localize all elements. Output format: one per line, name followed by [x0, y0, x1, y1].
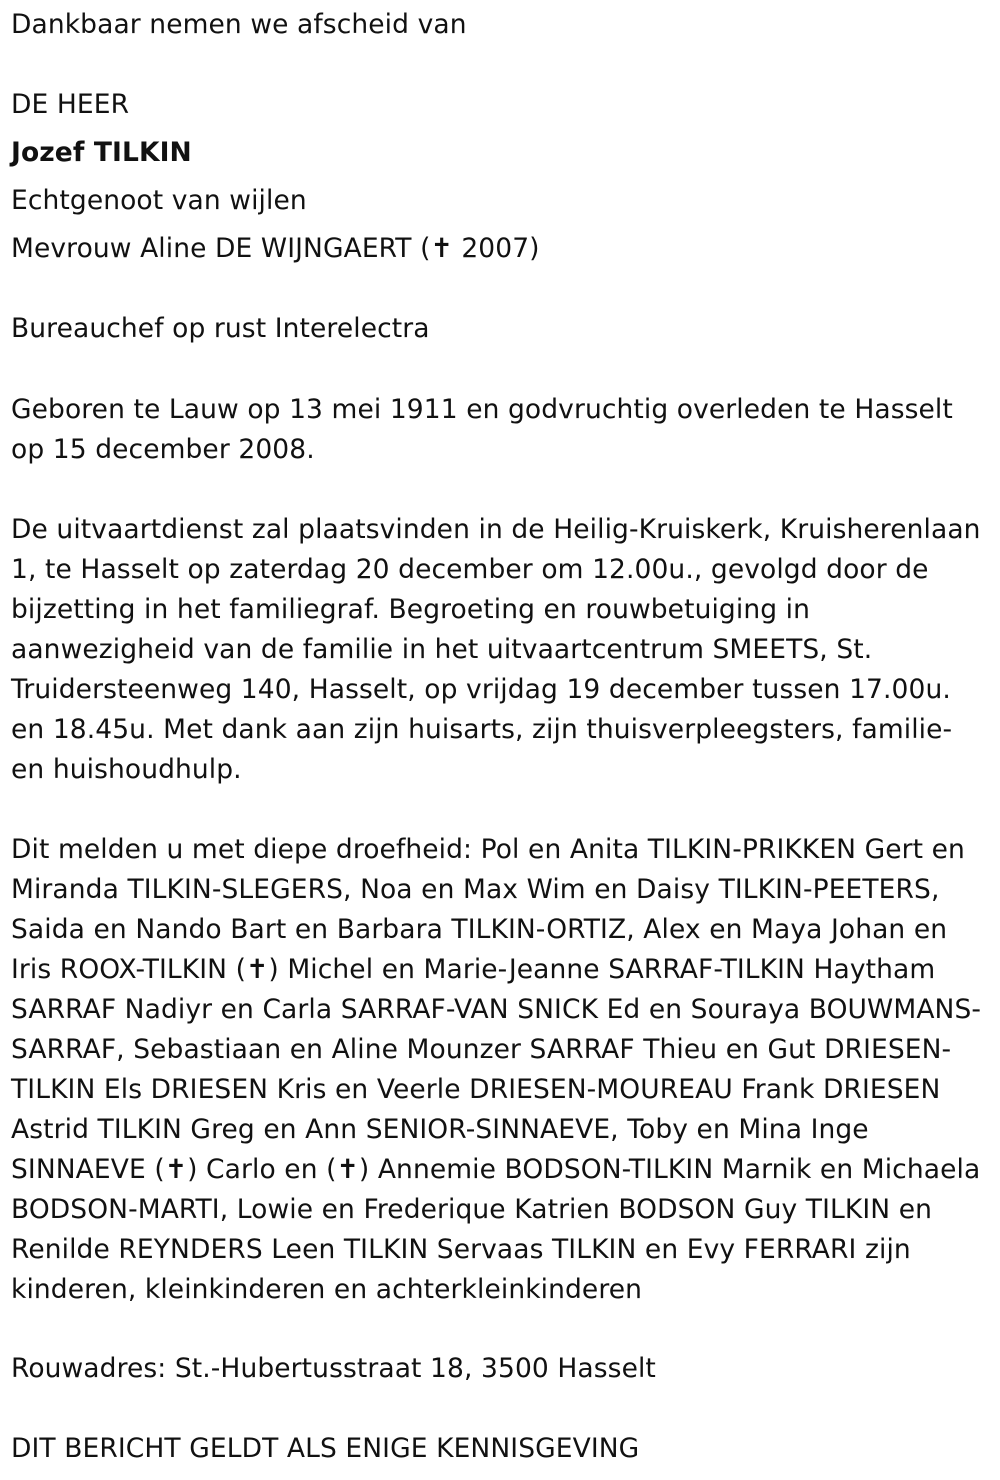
intro-text: Dankbaar nemen we afscheid van — [11, 9, 467, 40]
birth-death-paragraph: Geboren te Lauw op 13 mei 1911 en godvruchtig overleden te Hasselt op 15 december 2008. — [11, 394, 953, 465]
spouse-name: Mevrouw Aline DE WIJNGAERT (✝ 2007) — [11, 233, 540, 264]
family-paragraph: Dit melden u met diepe droefheid: Pol en Anita TILKIN-PRIKKEN Gert en Miranda TILKIN-SLEGERS, Noa en Max Wim en Daisy TILKIN-PEETERS, Saida en Nando Bart en Barbara TILKIN-ORTIZ, Alex en Maya Johan en Iris ROOX-TILKIN (✝) Michel en Marie-Jeanne SARRAF-TILKIN Haytham SARRAF Nadiyr en Carla SARRAF-VAN SNICK Ed en Souraya BOUWMANS-SARRAF, Sebastiaan en Aline Mounzer SARRAF Thieu en Gut DRIESEN-TILKIN Els DRIESEN Kris en Veerle DRIESEN-MOUREAU Frank DRIESEN Astrid TILKIN Greg en Ann SENIOR-SINNAEVE, Toby en Mina Inge SINNAEVE (✝) Carlo en (✝) Annemie BODSON-TILKIN Marnik en Michaela BODSON-MARTI, Lowie en Frederique Katrien BODSON Guy TILKIN en Renilde REYNDERS Leen TILKIN Servaas TILKIN en Evy FERRARI zijn kinderen, kleinkinderen en achterkleinkinderen — [11, 834, 982, 1305]
profession-text: Bureauchef op rust Interelectra — [11, 313, 430, 344]
deceased-name: Jozef TILKIN — [11, 137, 192, 168]
notice-text: DIT BERICHT GELDT ALS ENIGE KENNISGEVING — [11, 1433, 640, 1464]
address-text: Rouwadres: St.-Hubertusstraat 18, 3500 Hasselt — [11, 1353, 656, 1384]
spouse-label: Echtgenoot van wijlen — [11, 185, 307, 216]
funeral-paragraph: De uitvaartdienst zal plaatsvinden in de Heilig-Kruiskerk, Kruisherenlaan 1, te Hasselt op zaterdag 20 december om 12.00u., gevolgd door de bijzetting in het familiegraf. Begroeting en rouwbetuiging in aanwezigheid van de familie in het uitvaartcentrum SMEETS, St. Truidersteenweg 140, Hasselt, op vrijdag 19 december tussen 17.00u. en 18.45u. Met dank aan zijn huisarts, zijn thuisverpleegsters, familie- en huishoudhulp. — [11, 514, 981, 785]
title-text: DE HEER — [11, 89, 130, 120]
